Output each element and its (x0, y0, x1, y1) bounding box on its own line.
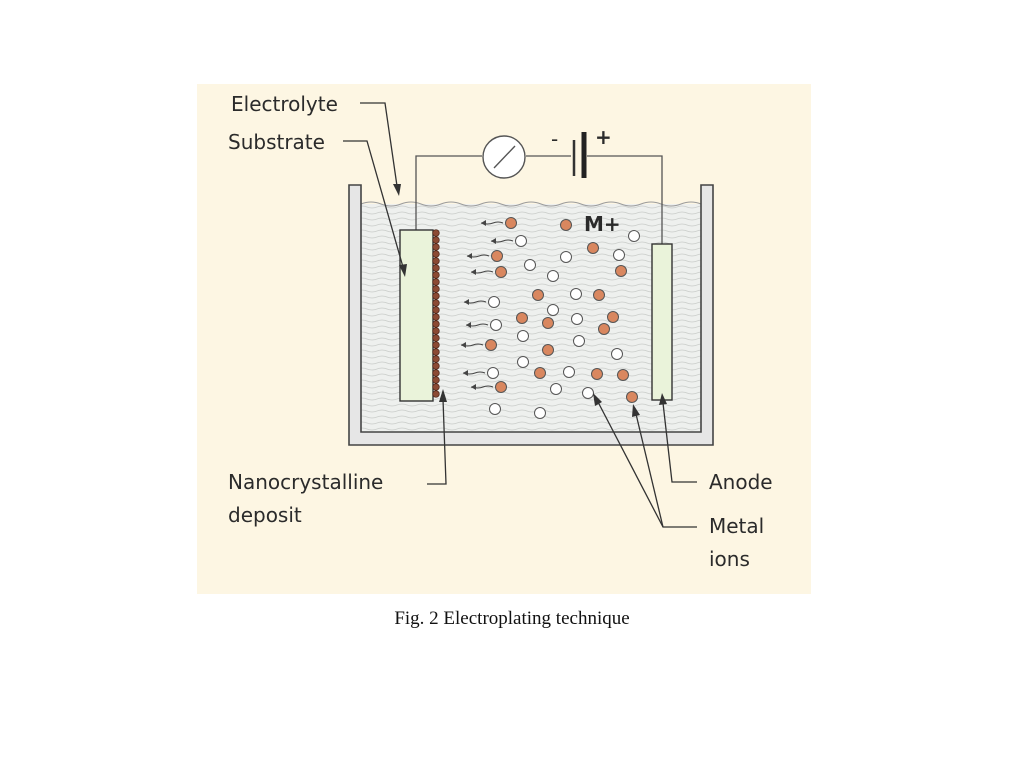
deposit-grain (433, 321, 440, 328)
substrate-electrode (400, 230, 433, 401)
metal-ion (608, 312, 619, 323)
deposit-grain (433, 363, 440, 370)
metal-ion (517, 313, 528, 324)
anode-electrode (652, 244, 672, 400)
deposit-grain (433, 356, 440, 363)
metal-ion (616, 266, 627, 277)
metal-ion (618, 370, 629, 381)
neutral-particle (490, 404, 501, 415)
deposit-label: deposit (228, 503, 302, 527)
deposit-grain (433, 300, 440, 307)
neutral-particle (614, 250, 625, 261)
metal-ion (533, 290, 544, 301)
neutral-particle (535, 408, 546, 419)
deposit-grain (433, 279, 440, 286)
metal-ion (535, 368, 546, 379)
deposit-grain (433, 251, 440, 258)
deposit-grain (433, 335, 440, 342)
neutral-particle (629, 231, 640, 242)
deposit-grain (433, 314, 440, 321)
neutral-particle (612, 349, 623, 360)
electrolyte-arrowhead (393, 184, 401, 196)
deposit-grain (433, 258, 440, 265)
metal-ion (486, 340, 497, 351)
deposit-grain (433, 370, 440, 377)
deposit-grain (433, 391, 440, 398)
neutral-particle (491, 320, 502, 331)
metal-ion (496, 267, 507, 278)
battery-plus-label: + (595, 125, 612, 149)
metal-ion-symbol: M+ (584, 212, 621, 236)
deposit-grain (433, 349, 440, 356)
neutral-particle (518, 331, 529, 342)
deposit-grain (433, 244, 440, 251)
deposit-grain (433, 377, 440, 384)
metal-ion (561, 220, 572, 231)
deposit-grain (433, 293, 440, 300)
metal-label: Metal (709, 514, 765, 538)
deposit-grain (433, 328, 440, 335)
neutral-particle (574, 336, 585, 347)
neutral-particle (564, 367, 575, 378)
metal-ion (599, 324, 610, 335)
deposit-grain (433, 384, 440, 391)
electroplating-diagram (197, 84, 811, 594)
deposit-grain (433, 230, 440, 237)
metal-ion (592, 369, 603, 380)
neutral-particle (488, 368, 499, 379)
neutral-particle (548, 305, 559, 316)
electrolyte-leader (360, 103, 397, 186)
nanocrystalline-label: Nanocrystalline (228, 470, 384, 494)
neutral-particle (518, 357, 529, 368)
metal-ion (492, 251, 503, 262)
metal-ion (506, 218, 517, 229)
deposit-grain (433, 342, 440, 349)
metal-ion (543, 318, 554, 329)
figure-caption: Fig. 2 Electroplating technique (394, 608, 630, 629)
metal-ion (543, 345, 554, 356)
substrate-label: Substrate (228, 130, 325, 154)
neutral-particle (489, 297, 500, 308)
anode-label: Anode (709, 470, 773, 494)
neutral-particle (561, 252, 572, 263)
neutral-particle (571, 289, 582, 300)
neutral-particle (516, 236, 527, 247)
electrolyte-label: Electrolyte (231, 92, 338, 116)
diagram-canvas (197, 84, 811, 594)
neutral-particle (572, 314, 583, 325)
deposit-grain (433, 272, 440, 279)
metal-ion (588, 243, 599, 254)
neutral-particle (548, 271, 559, 282)
metal-ion (496, 382, 507, 393)
metal-ion (594, 290, 605, 301)
ions-label: ions (709, 547, 750, 571)
deposit-grain (433, 265, 440, 272)
neutral-particle (583, 388, 594, 399)
neutral-particle (551, 384, 562, 395)
neutral-particle (525, 260, 536, 271)
battery-minus-label: - (551, 127, 559, 151)
deposit-grain (433, 237, 440, 244)
deposit-grain (433, 307, 440, 314)
deposit-grain (433, 286, 440, 293)
metal-ion (627, 392, 638, 403)
